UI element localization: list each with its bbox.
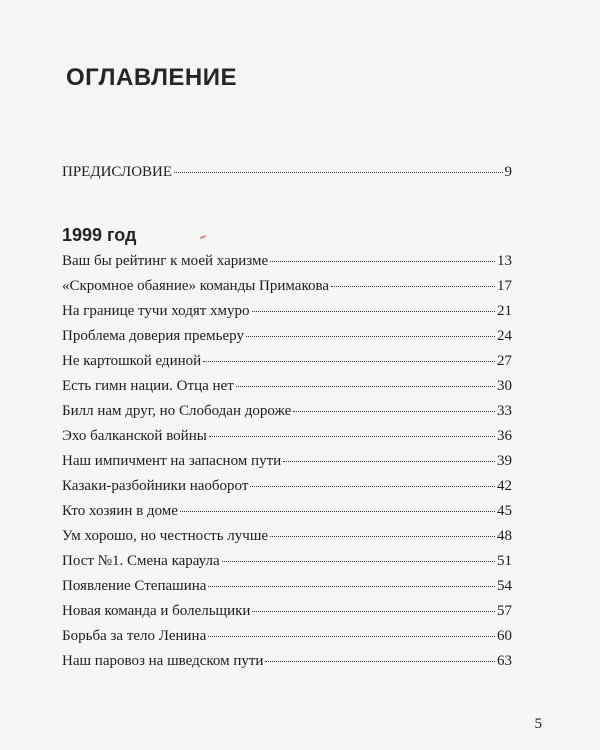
- toc-entry: [62, 528, 512, 545]
- entry-page: 9: [504, 164, 512, 180]
- entry-label: Проблема доверия премьеру: [62, 328, 244, 344]
- entry-page: 48: [497, 528, 512, 544]
- entry-page: 36: [497, 428, 512, 444]
- dot-leader: [222, 561, 495, 562]
- dot-leader: [236, 386, 495, 387]
- entry-label: Кто хозяин в доме: [62, 503, 178, 519]
- dot-leader: [180, 511, 495, 512]
- toc-title: ОГЛАВЛЕНИЕ: [66, 64, 238, 91]
- dot-leader: [331, 286, 495, 287]
- entry-page: 39: [497, 453, 512, 469]
- entry-label: Казаки-разбойники наоборот: [62, 478, 249, 494]
- dot-leader: [252, 311, 495, 312]
- dot-leader: [208, 636, 495, 637]
- entry-page: 51: [497, 553, 512, 569]
- entry-page: 13: [497, 253, 512, 269]
- toc-entry: [62, 403, 512, 420]
- entry-page: 24: [497, 328, 512, 344]
- entry-label: «Скромное обаяние» команды Примакова: [62, 278, 330, 294]
- dot-leader: [293, 411, 495, 412]
- entry-label: Ваш бы рейтинг к моей харизме: [62, 253, 269, 269]
- section-title: 1999 год: [62, 225, 137, 245]
- dot-leader: [250, 486, 495, 487]
- entry-page: 17: [497, 278, 512, 294]
- toc-entry: [62, 478, 512, 495]
- toc-entry: [62, 453, 512, 470]
- entry-label: Не картошкой единой: [62, 353, 202, 369]
- dot-leader: [283, 461, 495, 462]
- entry-label: Есть гимн нации. Отца нет: [62, 378, 234, 394]
- entry-label: ПРЕДИСЛОВИЕ: [62, 164, 173, 180]
- toc-entry: [62, 353, 512, 370]
- toc-entry: [62, 278, 512, 295]
- ink-mark: [200, 235, 206, 239]
- entry-page: 57: [497, 603, 512, 619]
- entry-label: Билл нам друг, но Слободан дороже: [62, 403, 292, 419]
- entry-label: Наш паровоз на шведском пути: [62, 653, 264, 669]
- entry-label: Ум хорошо, но честность лучше: [62, 528, 269, 544]
- toc-entry: [62, 328, 512, 345]
- toc-entry: [62, 503, 512, 520]
- dot-leader: [208, 586, 495, 587]
- entry-label: Пост №1. Смена караула: [62, 553, 220, 569]
- entry-page: 60: [497, 628, 512, 644]
- entry-label: Наш импичмент на запасном пути: [62, 453, 282, 469]
- toc-entry: [62, 428, 512, 445]
- entry-label: Борьба за тело Ленина: [62, 628, 207, 644]
- entry-page: 45: [497, 503, 512, 519]
- entry-page: 54: [497, 578, 512, 594]
- page-number: 5: [534, 716, 542, 732]
- entry-page: 21: [497, 303, 512, 319]
- entry-page: 30: [497, 378, 512, 394]
- dot-leader: [174, 172, 502, 173]
- entry-label: На границе тучи ходят хмуро: [62, 303, 250, 319]
- dot-leader: [203, 361, 495, 362]
- entry-label: Новая команда и болельщики: [62, 603, 251, 619]
- dot-leader: [270, 261, 495, 262]
- dot-leader: [246, 336, 495, 337]
- toc-entry: [62, 653, 512, 670]
- toc-entry: [62, 603, 512, 620]
- dot-leader: [265, 661, 495, 662]
- entry-label: Эхо балканской войны: [62, 428, 207, 444]
- toc-entry: [62, 303, 512, 320]
- entry-page: 42: [497, 478, 512, 494]
- toc-entry: [62, 378, 512, 395]
- entry-page: 63: [497, 653, 512, 669]
- toc-entry: [62, 628, 512, 645]
- toc-entry: [62, 253, 512, 270]
- toc-entry-preface: [62, 164, 512, 181]
- dot-leader: [252, 611, 495, 612]
- dot-leader: [209, 436, 495, 437]
- entry-page: 27: [497, 353, 512, 369]
- entry-page: 33: [497, 403, 512, 419]
- toc-entry: [62, 553, 512, 570]
- entry-label: Появление Степашина: [62, 578, 207, 594]
- dot-leader: [270, 536, 495, 537]
- toc-entry: [62, 578, 512, 595]
